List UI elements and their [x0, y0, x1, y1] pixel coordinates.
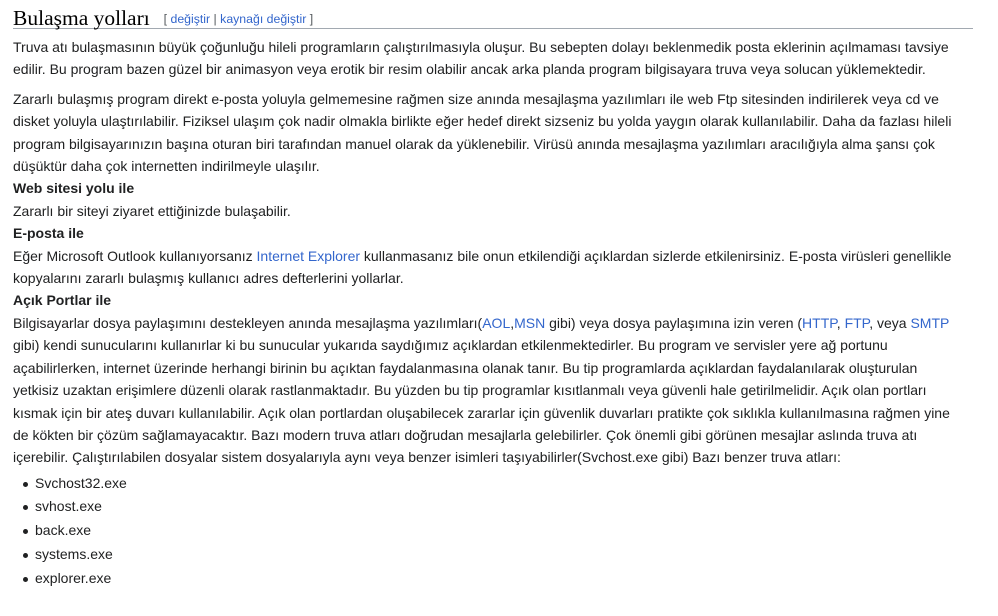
section-heading [13, 0, 973, 29]
paragraph-ports [13, 312, 961, 469]
ports-sep-1: , [510, 314, 515, 331]
subheading-email: E-posta ile [13, 225, 84, 242]
list-item-label: svhost.exe [35, 498, 102, 515]
bullet-icon [23, 577, 28, 582]
bullet-icon [23, 482, 28, 487]
bullet-icon [23, 505, 28, 510]
list-item [35, 567, 973, 591]
ports-text-1: Bilgisayarlar dosya paylaşımını destekleyen anında mesajlaşma yazılımları( [13, 314, 483, 331]
paragraph-email [13, 245, 961, 290]
list-item [35, 519, 973, 543]
edit-section-links [164, 8, 314, 30]
link-aol[interactable]: AOL [482, 314, 511, 331]
subheading-web: Web sitesi yolu ile [13, 180, 135, 197]
link-ftp[interactable]: FTP [844, 314, 870, 331]
ports-sep-2: , [836, 314, 845, 331]
ports-text-2: gibi) veya dosya paylaşımına izin veren ( [545, 314, 803, 331]
link-internet-explorer[interactable]: Internet Explorer [256, 247, 361, 264]
list-item [35, 495, 973, 519]
link-http[interactable]: HTTP [802, 314, 837, 331]
paragraph-web: Zararlı bir siteyi ziyaret ettiğinizde bulaşabilir. [13, 202, 291, 219]
list-item-label: Svchost32.exe [35, 474, 127, 491]
list-item-label: systems.exe [35, 545, 113, 562]
ports-text-4: gibi) kendi sunucularını kullanırlar ki bu sunucular yukarıda saydığımız açıklardan etkilenmektedirler. Bu program ve servisler yere ağ portunu açabilirlerken, internet üzerinde herhangi birinin bu açıktan faydalanmasına olanak tanır. Bu tip programlarda açıklardan faydalanılarak oluşturulan yetkisiz uzaktan erişimlere düzenli olarak rastlanmaktadır. Bu yüzden bu tip programlar kısıtlanmalı veya güvenli hale getirilmelidir. Açık olan portları kısmak için bir ateş duvarı kullanılabilir. Açık olan portlardan oluşabilecek zararlar için güvenlik duvarları pratikte çok sıklıkla kullanılmasına rağmen yine de kökten bir çözüm sağlamayacaktır. Bazı modern truva atları doğrudan mesajlarla gelebilirler. Çok önemli gibi görünen mesajlar aslında truva atı içerebilir. Çalıştırılabilen dosyalar sistem dosyalarıyla aynı veya benzer isimleri taşıyabilirler(Svchost.exe gibi) Bazı benzer truva atları: [13, 337, 950, 466]
list-item-label: explorer.exe [35, 569, 112, 586]
email-text-after: kullanmasanız bile onun etkilendiği açıklardan sizlerde etkilenirsiniz. E-posta virüsleri genellikle kopyalarını zararlı bulaşmış kullanıcı adres defterlerini yollarlar. [13, 247, 952, 287]
list-item-label: back.exe [35, 522, 92, 539]
bullet-icon [23, 529, 28, 534]
list-item [35, 543, 973, 567]
email-text-before: Eğer Microsoft Outlook kullanıyorsanız [13, 247, 257, 264]
list-item [35, 472, 973, 496]
edit-bracket-open: [ [163, 12, 171, 26]
edit-source-link[interactable]: kaynağı değiştir [220, 12, 307, 26]
paragraph-intro: Truva atı bulaşmasının büyük çoğunluğu hileli programların çalıştırılmasıyla oluşur. Bu sebepten dolayı beklenmedik posta eklerinin açılmaması tavsiye edilir. Bu program bazen güzel bir animasyon veya erotik bir resim olabilir ancak arka planda program bilgisayara truva veya solucan yüklemektedir. [13, 39, 949, 78]
link-smtp[interactable]: SMTP [910, 314, 950, 331]
ports-text-3: , veya [869, 314, 911, 331]
subheading-ports: Açık Portlar ile [13, 292, 112, 309]
bullet-icon [23, 553, 28, 558]
edit-link[interactable]: değiştir [170, 12, 211, 26]
edit-bracket-close: ] [306, 12, 314, 26]
link-msn[interactable]: MSN [514, 314, 546, 331]
paragraph-delivery: Zararlı bulaşmış program direkt e-posta yoluyla gelmemesine rağmen size anında mesajlaşma yazılımları ile web Ftp sitesinden indirilerek veya cd ve disket yoluyla ulaştırılabilir. Fiziksel ulaşım çok nadir olmakla birlikte eğer hedef direkt sizseniz bu yolda yaygın olarak kullanılabilir. Daha da fazlası hileli program bilgisayarınızın başına oturan biri tarafından manuel olarak da yüklenebilir. Virüsü anında mesajlaşma yazılımları aracılığıyla alma şansı çok düşüktür daha çok internetten indirilmeyle ulaşılır. [13, 90, 952, 175]
trojan-file-list [13, 472, 973, 591]
edit-separator: | [210, 12, 221, 26]
section-title: Bulaşma yolları [13, 6, 150, 30]
